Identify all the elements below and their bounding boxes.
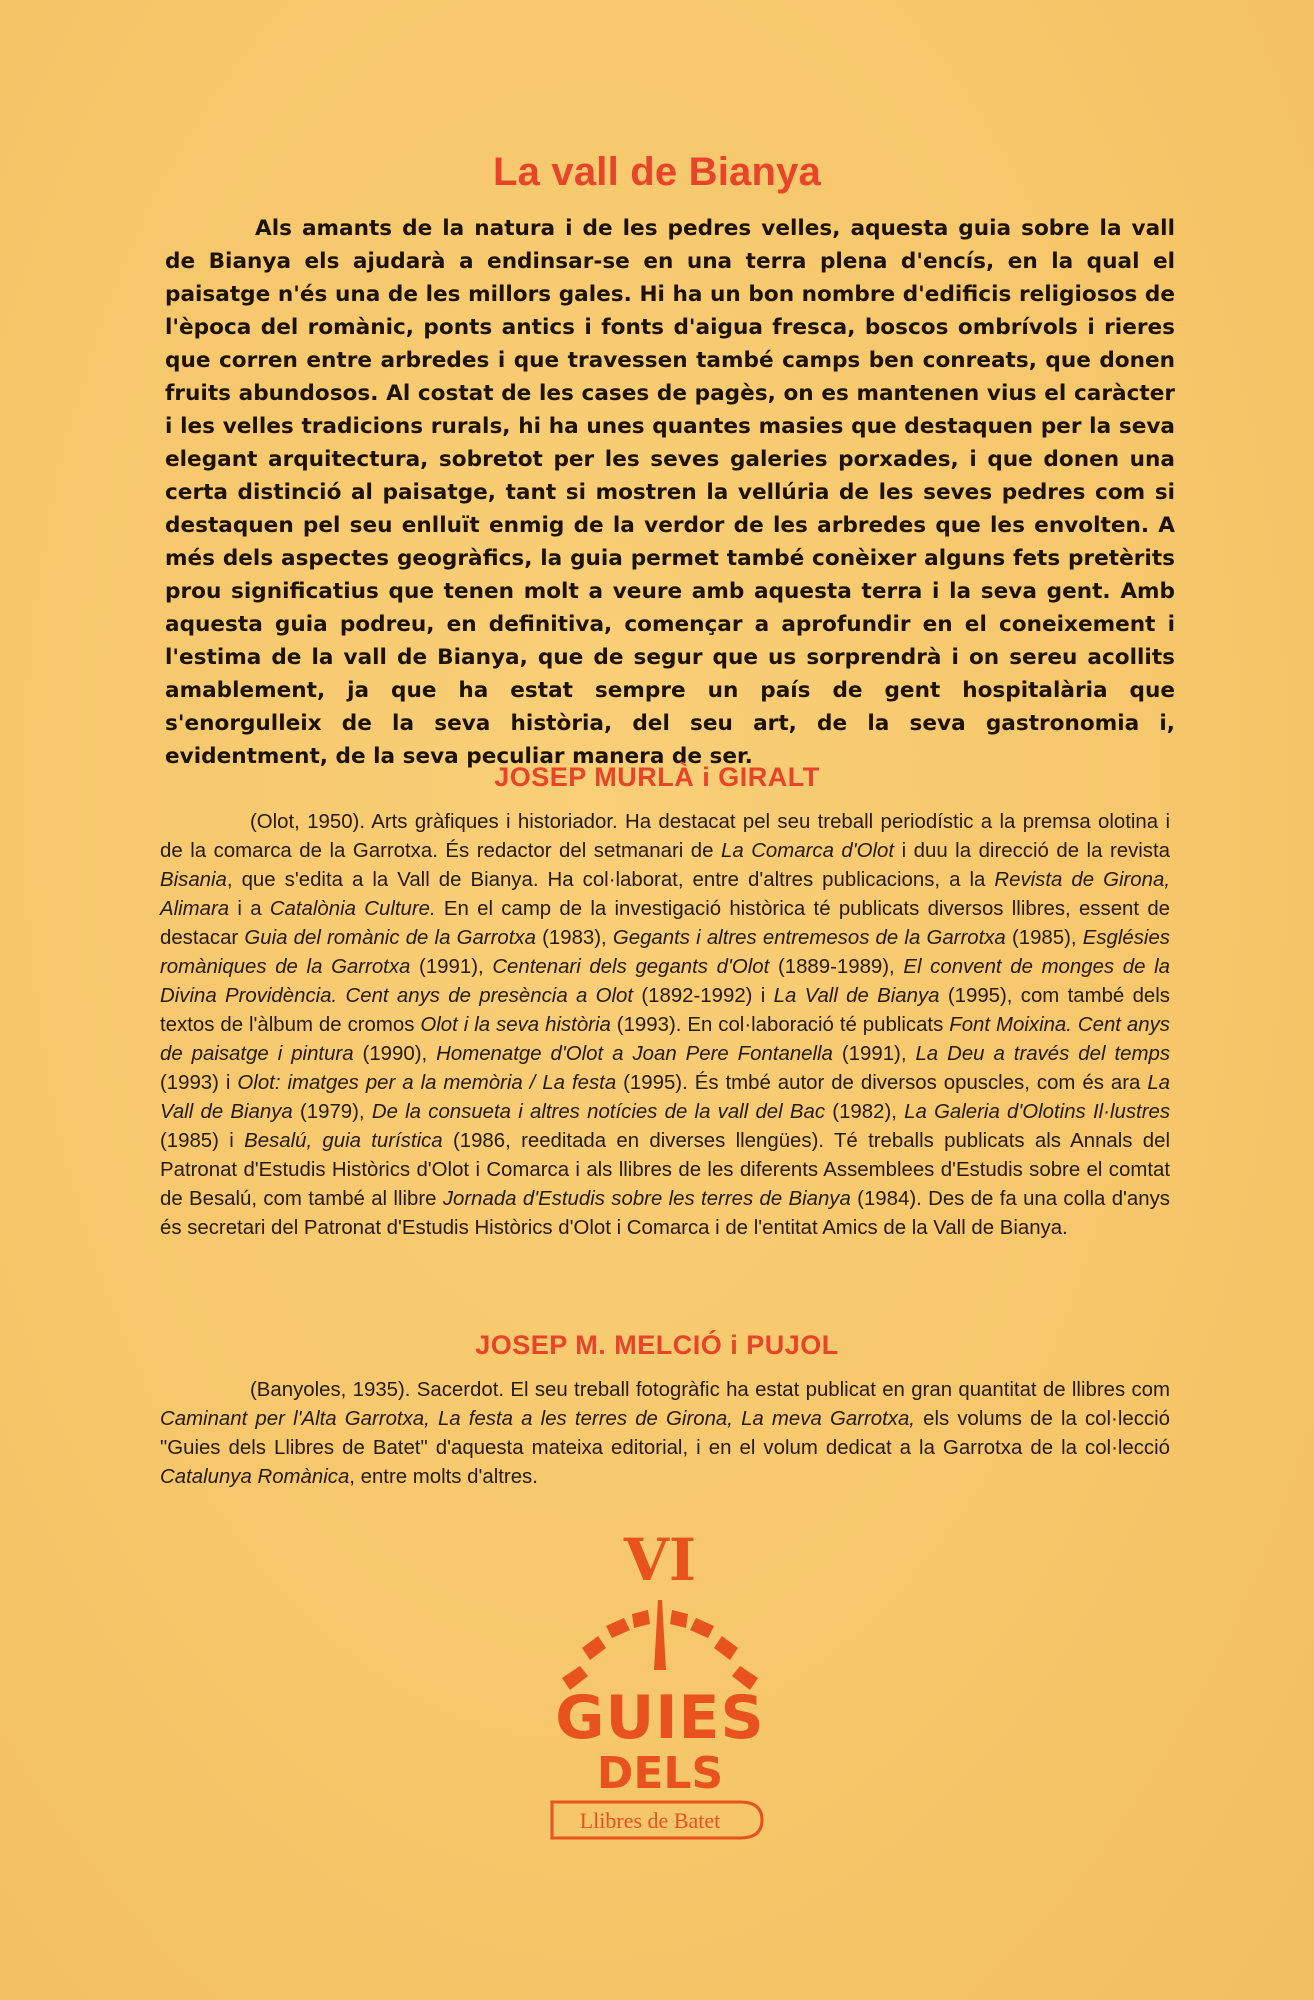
italic-title: Guia del romànic de la Garrotxa — [244, 927, 536, 949]
bio-text: (Olot, 1950). Arts gràfiques i historiador. Ha destacat pel seu treball periodístic a la premsa olotina i de la comarca de la Garrotxa. És redactor del setmanari de — [160, 811, 1170, 862]
bio-text: (1993). En col·laboració té publicats — [610, 1014, 950, 1036]
bio-text: (1892-1992) i — [633, 985, 774, 1007]
logo-numeral: VI — [623, 1526, 697, 1594]
italic-title: Jornada d'Estudis sobre les terres de Bianya — [442, 1188, 851, 1210]
bio-text: (1979), — [292, 1101, 372, 1123]
bio-text: (1984). Des de fa una colla d'anys és secretari del Patronat d'Estudis Històrics d'Olot i Comarca i de l'entitat Amics de la Vall de Bianya. — [160, 1188, 1170, 1239]
bio-text: (1985) i — [160, 1130, 245, 1152]
bio-text: (1995), com també dels textos de l'àlbum de cromos — [160, 985, 1170, 1036]
author-name-melcio: JOSEP M. MELCIÓ i PUJOL — [475, 1330, 839, 1360]
bio-text: (1983), — [535, 927, 613, 949]
bio-text: (1993) i — [160, 1072, 238, 1094]
italic-title: De la consueta i altres notícies de la vall del Bac — [371, 1101, 826, 1123]
bio-text: , entre molts d'altres. — [349, 1466, 538, 1488]
italic-title: El convent de monges de la Divina Providència. Cent anys de presència a Olot — [160, 956, 1170, 1007]
bio-text: (1991), — [832, 1043, 916, 1065]
italic-title: La Vall de Bianya — [160, 1072, 1170, 1123]
bio-text: (1985), — [1005, 927, 1083, 949]
italic-title: Font Moixina. Cent anys de paisatge i pintura — [160, 1014, 1171, 1065]
bio-paragraph — [160, 1376, 1170, 1492]
italic-title: Revista de Girona, Alimara — [160, 869, 1170, 920]
author-bio-melcio — [160, 1376, 1170, 1492]
logo-line-guies: GUIES — [555, 1683, 765, 1753]
italic-title: La Comarca d'Olot — [721, 840, 895, 862]
italic-title: Olot: imatges per a la memòria / La festa — [237, 1072, 617, 1094]
compass-arc-icon — [562, 1600, 758, 1690]
italic-title: Besalú, guia turística — [244, 1130, 443, 1152]
imprint-text: Llibres de Batet — [579, 1808, 721, 1833]
italic-title: La Galeria d'Olotins Il·lustres — [904, 1101, 1171, 1123]
italic-title: Catalunya Romànica — [160, 1466, 350, 1488]
italic-title: Gegants i altres entremesos de la Garrotxa — [612, 927, 1006, 949]
bio-text: (1982), — [825, 1101, 905, 1123]
author-bio-murla — [160, 808, 1170, 1243]
italic-title: Caminant per l'Alta Garrotxa, La festa a les terres de Girona, La meva Garrotxa, — [160, 1408, 915, 1430]
page-title: La vall de Bianya — [493, 150, 821, 194]
italic-title: La Vall de Bianya — [773, 985, 940, 1007]
intro-paragraph: Als amants de la natura i de les pedres velles, aquesta guia sobre la vall de Bianya els ajudarà a endinsar-se en una terra plena d'encís, en la qual el paisatge n'és una de les millors gales. Hi ha un bon nombre d'edificis religiosos de l'època del romànic, ponts antics i fonts d'aigua fresca, boscos ombrívols i rieres que corren entre arbredes i que travessen també camps ben conreats, que donen fruits abundosos. Al costat de les cases de pagès, on es mantenen vius el caràcter i les velles tradicions rurals, hi ha unes quantes masies que destaquen per la seva elegant arquitectura, sobretot per les seves galeries porxades, i que donen una certa distinció al paisatge, tant si mostren la vellúria de les seves pedres com si destaquen pel seu enlluït enmig de la verdor de les arbredes que les envolten. A més dels aspectes geogràfics, la guia permet també conèixer alguns fets pretèrits prou significatius que tenen molt a veure amb aquesta terra i la seva gent. Amb aquesta guia podreu, en definitiva, començar a aprofundir en el coneixement i l'estima de la vall de Bianya, que de segur que us sorprendrà i on sereu acollits amablement, ja que ha estat sempre un país de gent hospitalària que s'enorgulleix de la seva història, del seu art, de la seva gastronomia i, evidentment, de la seva peculiar manera de ser. — [165, 216, 1175, 769]
bio-text: i duu la direcció de la revista — [894, 840, 1170, 862]
italic-title: Olot i la seva història — [420, 1014, 611, 1036]
bio-text: En el camp de la investigació històrica té publicats diversos llibres, essent de destacar — [160, 898, 1170, 949]
bio-paragraph — [160, 808, 1170, 1243]
bio-text: (Banyoles, 1935). Sacerdot. El seu treball fotogràfic ha estat publicat en gran quantitat de llibres com — [250, 1379, 1170, 1401]
bio-text: i a — [229, 898, 270, 920]
italic-title: Esglésies romàniques de la Garrotxa — [160, 927, 1171, 978]
bio-text: (1991), — [410, 956, 493, 978]
bio-text: (1990), — [353, 1043, 437, 1065]
italic-title: Centenari dels gegants d'Olot — [492, 956, 770, 978]
logo-line-dels: DELS — [596, 1748, 724, 1799]
italic-title: Catalònia Culture. — [269, 898, 436, 920]
italic-title: La Deu a través del temps — [915, 1043, 1171, 1065]
bio-text: (1986, reeditada en diverses llengües). Té treballs publicats als Annals del Patronat d'Estudis Històrics d'Olot i Comarca i als llibres de les diferents Assemblees d'Estudis sobre el comtat de Besalú, com també al llibre — [160, 1130, 1170, 1210]
bio-text: , que s'edita a la Vall de Bianya. Ha col·laborat, entre d'altres publicacions, a la — [226, 869, 995, 891]
author-name-murla: JOSEP MURLÀ i GIRALT — [494, 762, 820, 792]
publisher-logo — [540, 1520, 780, 1850]
intro-text — [165, 212, 1175, 773]
imprint-banner — [552, 1802, 762, 1838]
bio-text: (1889-1989), — [769, 956, 904, 978]
italic-title: Homenatge d'Olot a Joan Pere Fontanella — [436, 1043, 833, 1065]
italic-title: Bisania — [160, 869, 227, 891]
bio-text: els volums de la col·lecció "Guies dels Llibres de Batet" d'aquesta mateixa editorial, i en el volum dedicat a la Garrotxa de la col·lecció — [160, 1408, 1170, 1459]
bio-text: (1995). És tmbé autor de diversos opuscles, com és ara — [616, 1072, 1148, 1094]
